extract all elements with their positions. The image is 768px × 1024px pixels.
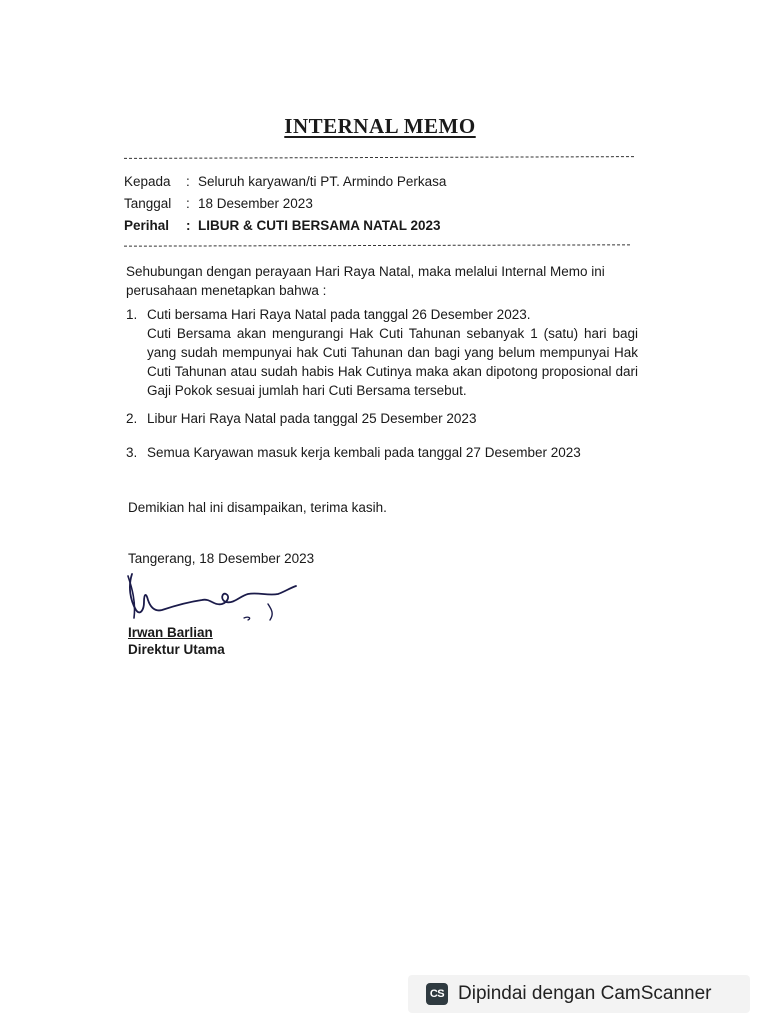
- signature-image: [118, 566, 308, 626]
- meta-label: Perihal: [124, 218, 170, 233]
- meta-value: 18 Desember 2023: [198, 196, 313, 211]
- meta-row-perihal: [124, 218, 441, 233]
- list-number: 2.: [126, 411, 138, 426]
- meta-separator: :: [186, 218, 191, 233]
- list-text: Semua Karyawan masuk kerja kembali pada tanggal 27 Desember 2023: [147, 445, 581, 460]
- meta-label: Tanggal: [124, 196, 172, 211]
- divider-bottom: [124, 244, 630, 246]
- signer-name: Irwan Barlian: [128, 625, 213, 640]
- list-text: Cuti bersama Hari Raya Natal pada tanggal 26 Desember 2023.: [147, 307, 531, 322]
- list-subtext: Cuti Bersama akan mengurangi Hak Cuti Tahunan sebanyak 1 (satu) hari bagi yang sudah mempunyai hak Cuti Tahunan dan bagi yang belum mempunyai Hak Cuti Tahunan atau sudah habis Hak Cutinya maka akan dipotong proposional dari Gaji Pokok sesuai jumlah hari Cuti Bersama tersebut.: [147, 326, 638, 398]
- meta-value: LIBUR & CUTI BERSAMA NATAL 2023: [198, 218, 441, 233]
- signer-title: Direktur Utama: [128, 642, 225, 657]
- list-number: 3.: [126, 445, 138, 460]
- meta-label: Kepada: [124, 174, 171, 189]
- intro-line: Sehubungan dengan perayaan Hari Raya Natal, maka melalui Internal Memo ini: [126, 264, 605, 279]
- meta-value: Seluruh karyawan/ti PT. Armindo Perkasa: [198, 174, 447, 189]
- meta-separator: :: [186, 174, 190, 189]
- camscanner-logo-icon: CS: [426, 983, 448, 1005]
- intro-paragraph: [126, 262, 638, 300]
- list-number: 1.: [126, 307, 138, 322]
- meta-row-tanggal: [124, 196, 313, 211]
- meta-row-kepada: [124, 174, 446, 189]
- list-text: Libur Hari Raya Natal pada tanggal 25 Desember 2023: [147, 411, 477, 426]
- intro-line: perusahaan menetapkan bahwa :: [126, 283, 327, 298]
- memo-title: INTERNAL MEMO: [284, 114, 476, 138]
- place-date: Tangerang, 18 Desember 2023: [128, 551, 315, 566]
- divider-top: [124, 156, 634, 159]
- camscanner-label: Dipindai dengan CamScanner: [458, 983, 712, 1004]
- meta-separator: :: [186, 196, 190, 211]
- closing-text: Demikian hal ini disampaikan, terima kasih.: [128, 500, 387, 515]
- camscanner-watermark: [408, 975, 750, 1013]
